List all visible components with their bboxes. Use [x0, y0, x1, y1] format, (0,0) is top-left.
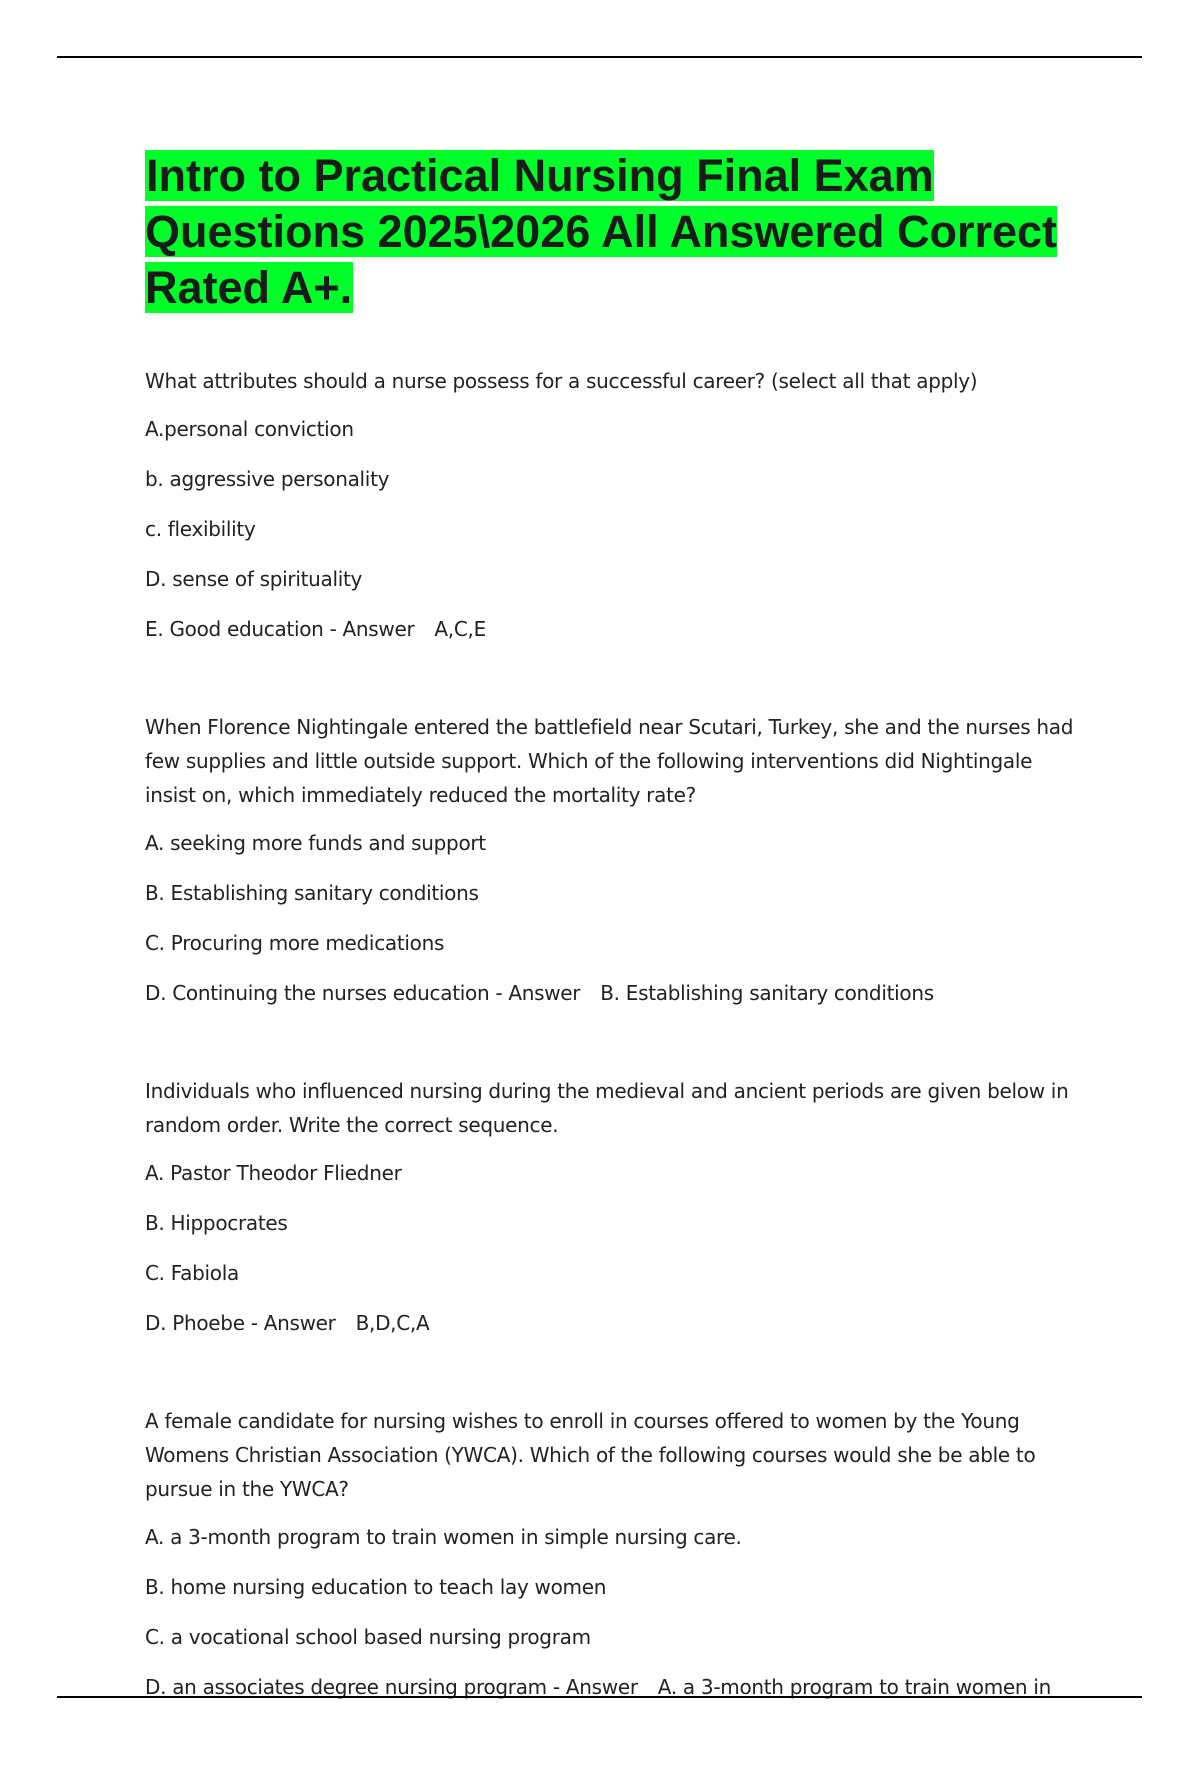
question-text: When Florence Nightingale entered the battlefield near Scutari, Turkey, she and the nurses had few supplies and little outside support. Which of the following interventions did Nightingale insist on, which immediately reduced the mortality rate? — [145, 715, 1074, 807]
document-title — [145, 148, 1085, 316]
document-title-text: Intro to Practical Nursing Final Exam Questions 2025\2026 All Answered Correct Rated A+. — [145, 150, 1058, 313]
option-c: C. a vocational school based nursing program — [145, 1625, 591, 1649]
option-d: D. sense of spirituality — [145, 567, 363, 591]
option-c: C. Procuring more medications — [145, 931, 445, 955]
option-a: A. a 3-month program to train women in simple nursing care. — [145, 1525, 742, 1549]
option-d: D. an associates degree nursing program - Answer — [145, 1675, 638, 1699]
option-c: c. flexibility — [145, 517, 256, 541]
option-b: B. Hippocrates — [145, 1211, 288, 1235]
option-e: E. Good education - Answer — [145, 617, 415, 641]
option-d: D. Continuing the nurses education - Answer — [145, 981, 581, 1005]
bottom-divider — [57, 1696, 1142, 1698]
option-a: A. seeking more funds and support — [145, 831, 486, 855]
option-a: A. Pastor Theodor Fliedner — [145, 1161, 402, 1185]
option-b: b. aggressive personality — [145, 467, 390, 491]
answer-text: B,D,C,A — [355, 1311, 430, 1335]
question-3 — [145, 1074, 1085, 1340]
answer-text: A,C,E — [434, 617, 486, 641]
question-1 — [145, 364, 1085, 646]
option-e-with-answer — [145, 612, 1085, 646]
answer-text: B. Establishing sanitary conditions — [600, 981, 934, 1005]
option-d: D. Phoebe - Answer — [145, 1311, 336, 1335]
answer-text: A. a 3-month program to train women in — [657, 1675, 1051, 1699]
question-2 — [145, 710, 1085, 1010]
option-c: C. Fabiola — [145, 1261, 239, 1285]
option-d-with-answer — [145, 1670, 1085, 1704]
question-text: What attributes should a nurse possess for a successful career? (select all that apply) — [145, 369, 978, 393]
question-4 — [145, 1404, 1085, 1704]
question-text: Individuals who influenced nursing during the medieval and ancient periods are given below in random order. Write the correct sequence. — [145, 1079, 1069, 1137]
option-b: B. Establishing sanitary conditions — [145, 881, 479, 905]
option-b: B. home nursing education to teach lay women — [145, 1575, 607, 1599]
option-d-with-answer — [145, 1306, 1085, 1340]
option-d-with-answer — [145, 976, 1085, 1010]
question-text: A female candidate for nursing wishes to enroll in courses offered to women by the Young Womens Christian Association (YWCA). Which of the following courses would she be able to pursue in the YWCA? — [145, 1409, 1036, 1501]
option-a: A.personal conviction — [145, 417, 354, 441]
document-body — [145, 148, 1085, 1768]
top-divider — [57, 56, 1142, 58]
